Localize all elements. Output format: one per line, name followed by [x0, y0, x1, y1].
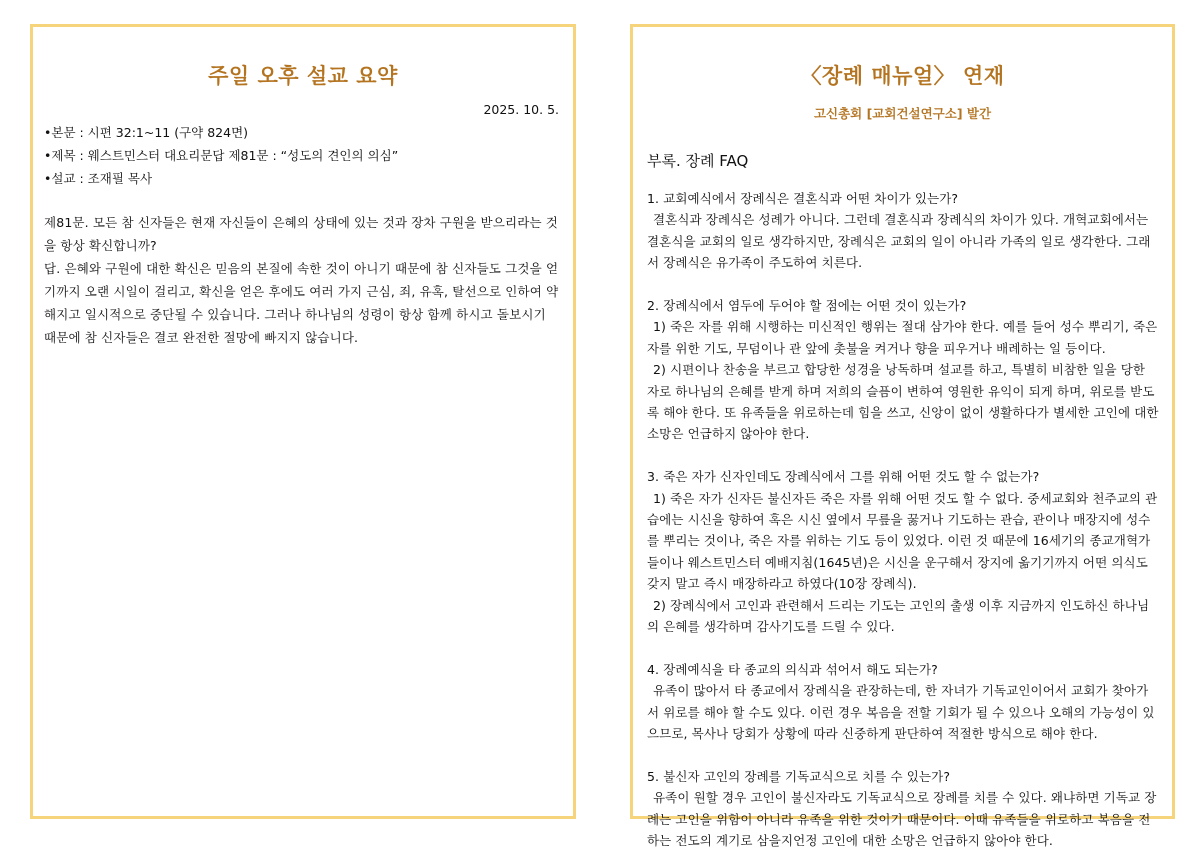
sermon-meta [44, 121, 573, 190]
faq-item-4 [647, 659, 1160, 745]
manual-title: 〈장례 매뉴얼〉 연재 [800, 64, 1005, 88]
catechism-answer: 답. 은혜와 구원에 대한 확신은 믿음의 본질에 속한 것이 아니기 때문에 참 신자들도 그것을 얻기까지 오랜 시일이 걸리고, 확신을 얻은 후에도 여러 가지 근심, 죄, 유혹, 탈선으로 인하여 약해지고 일시적으로 중단될 수 있습니다. 그러나 하나님의 성령이 항상 함께 하시고 돌보시기 때문에 참 신자들은 결코 완전한 절망에 빠지지 않습니다. [44, 261, 559, 345]
faq-list [647, 188, 1160, 852]
faq-item-1 [647, 188, 1160, 274]
faq-answer: 유족이 원할 경우 고인이 불신자라도 기독교식으로 장례를 치를 수 있다. 왜냐하면 기독교 장례는 고인을 위함이 아니라 유족을 위한 것이기 때문이다. 이때 유족들을 위로하고 복음을 전하는 전도의 계기로 삼을지언정 고인에 대한 소망은 언급하지 않아야 한다. [647, 790, 1157, 849]
section-heading: 부록. 장례 FAQ [647, 152, 749, 170]
faq-answer: 2) 장례식에서 고인과 관련해서 드리는 기도는 고인의 출생 이후 지금까지 인도하신 하나님의 은혜를 생각하며 감사기도를 드릴 수 있다. [647, 597, 1150, 635]
faq-question: 3. 죽은 자가 신자인데도 장례식에서 그를 위해 어떤 것도 할 수 없는가? [647, 469, 1040, 485]
catechism-text [44, 211, 561, 349]
faq-question: 2. 장례식에서 염두에 두어야 할 점에는 어떤 것이 있는가? [647, 298, 967, 314]
faq-question: 5. 불신자 고인의 장례를 기독교식으로 치를 수 있는가? [647, 768, 951, 784]
faq-answer: 2) 시편이나 찬송을 부르고 합당한 성경을 낭독하며 설교를 하고, 특별히 비참한 일을 당한 자로 하나님의 은혜를 받게 하며 저희의 슬픔이 변하여 영원한 유익이 되게 하며, 위로를 받도록 해야 한다. 또 유족들을 위로하는데 힘을 쓰고, 신앙이 없이 생활하다가 별세한 고인에 대한 소망은 언급하지 않아야 한다. [647, 362, 1159, 442]
faq-answer: 1) 죽은 자가 신자든 불신자든 죽은 자를 위해 어떤 것도 할 수 없다. 중세교회와 천주교의 관습에는 시신을 향하여 혹은 시신 옆에서 무릎을 꿇거나 기도하는 관습, 관이나 매장지에 성수를 뿌리는 것이나, 죽은 자를 위하는 기도 등이 있었다. 이런 것 때문에 16세기의 종교개혁가들이나 웨스트민스터 예배지침(1645년)은 시신을 운구해서 장지에 옮기기까지 어떤 의식도 갖지 말고 즉시 매장하라고 하였다(10장 장례식). [647, 490, 1158, 592]
faq-item-2 [647, 295, 1160, 445]
meta-scripture: •본문 : 시편 32:1~11 (구약 824면) [44, 125, 249, 140]
meta-preacher: •설교 : 조재필 목사 [44, 171, 153, 186]
faq-answer: 유족이 많아서 타 종교에서 장례식을 관장하는데, 한 자녀가 기독교인이어서 교회가 찾아가서 위로를 해야 할 수도 있다. 이런 경우 복음을 전할 기회가 될 수 있으나 오해의 가능성이 있으므로, 목사나 당회가 상황에 따라 신중하게 판단하여 적절한 방식으로 해야 한다. [647, 683, 1155, 742]
faq-question: 1. 교회예식에서 장례식은 결혼식과 어떤 차이가 있는가? [647, 191, 959, 206]
sermon-title: 주일 오후 설교 요약 [208, 64, 398, 88]
catechism-question: 제81문. 모든 참 신자들은 현재 자신들이 은혜의 상태에 있는 것과 장차 구원을 받으리라는 것을 항상 확신합니까? [44, 215, 559, 253]
manual-publisher: 고신총회 [교회건설연구소] 발간 [813, 106, 992, 121]
faq-answer: 결혼식과 장례식은 성례가 아니다. 그런데 결혼식과 장례식의 차이가 있다. 개혁교회에서는 결혼식을 교회의 일로 생각하지만, 장례식은 교회의 일이 아니라 가족의 일로 생각한다. 그래서 장례식은 유가족이 주도하여 치른다. [647, 212, 1151, 271]
meta-title: •제목 : 웨스트민스터 대요리문답 제81문 : “성도의 견인의 의심” [44, 148, 399, 163]
funeral-manual-page [630, 24, 1175, 849]
faq-question: 4. 장례예식을 타 종교의 의식과 섞어서 해도 되는가? [647, 661, 938, 677]
faq-item-5 [647, 766, 1160, 852]
faq-item-3 [647, 466, 1160, 637]
sermon-date: 2025. 10. 5. [483, 102, 559, 117]
faq-answer: 1) 죽은 자를 위해 시행하는 미신적인 행위는 절대 삼가야 한다. 예를 들어 성수 뿌리기, 죽은 자를 위한 기도, 무덤이나 관 앞에 촛불을 켜거나 향을 피우거나 배례하는 일 등이다. [647, 319, 1158, 356]
sermon-summary-page [30, 24, 576, 819]
